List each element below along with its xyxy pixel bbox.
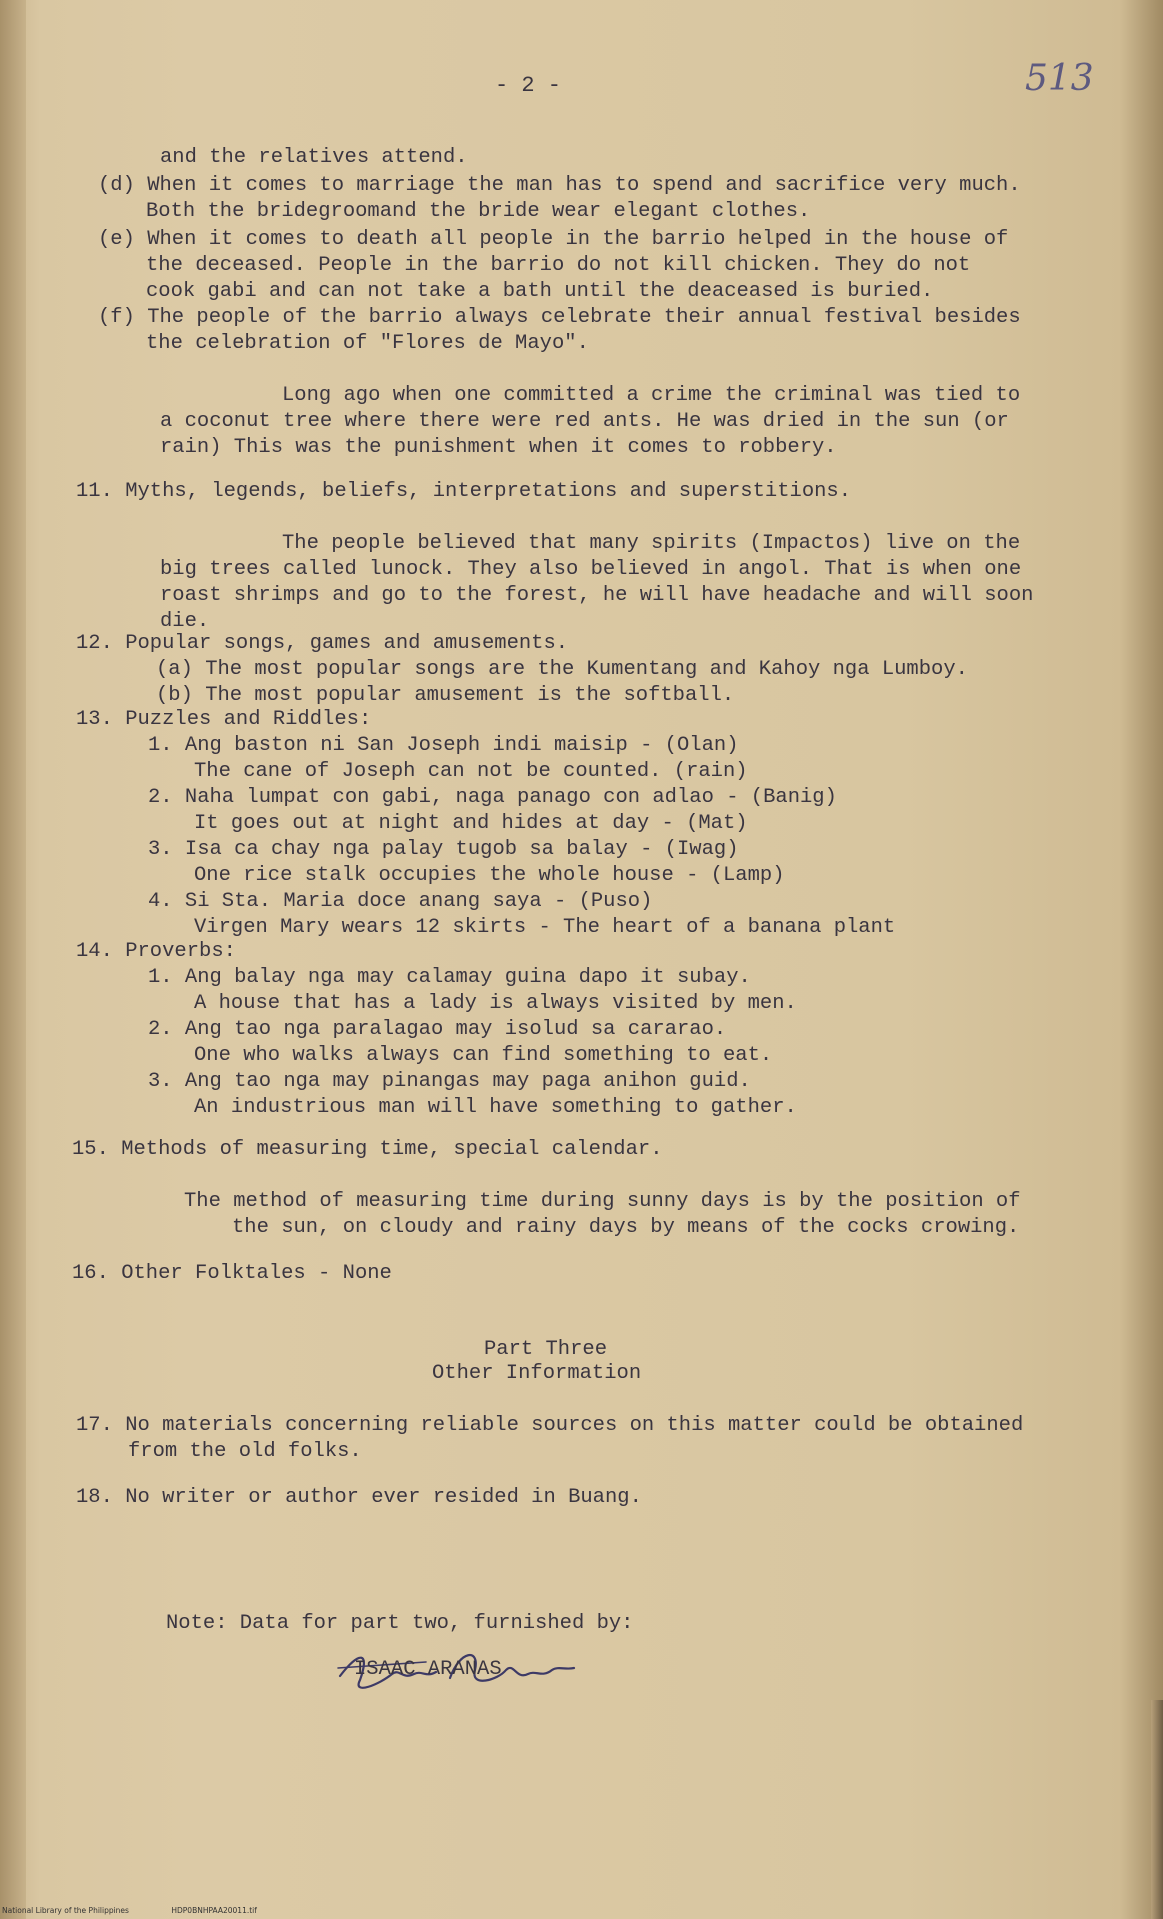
text-line: roast shrimps and go to the forest, he will have headache and will soon: [160, 584, 1034, 607]
text-line: (b) The most popular amusement is the softball.: [156, 684, 735, 707]
text-line: The people believed that many spirits (Impactos) live on the: [282, 532, 1021, 555]
text-line: 3. Isa ca chay nga palay tugob sa balay - (Iwag): [148, 838, 739, 861]
part-subtitle: Other Information: [432, 1362, 642, 1385]
section-heading: 13. Puzzles and Riddles:: [76, 708, 372, 731]
text-line: die.: [160, 610, 210, 633]
footer-filename: HDP0BNHPAA20011.tif: [171, 1906, 257, 1915]
text-line: Virgen Mary wears 12 skirts - The heart of a banana plant: [194, 916, 896, 939]
text-line: One rice stalk occupies the whole house - (Lamp): [194, 864, 785, 887]
text-line: 1. Ang balay nga may calamay guina dapo it subay.: [148, 966, 751, 989]
text-line: and the relatives attend.: [160, 146, 468, 169]
text-line: the celebration of "Flores de Mayo".: [146, 332, 589, 355]
text-line: Both the bridegroomand the bride wear elegant clothes.: [146, 200, 811, 223]
section-heading: 14. Proverbs:: [76, 940, 236, 963]
text-line: 17. No materials concerning reliable sources on this matter could be obtained: [76, 1414, 1024, 1437]
text-line: An industrious man will have something to gather.: [194, 1096, 797, 1119]
text-line: big trees called lunock. They also believed in angol. That is when one: [160, 558, 1022, 581]
binding-edge: [0, 0, 26, 1919]
stamp-number: 513: [1025, 58, 1094, 99]
text-line: the sun, on cloudy and rainy days by means of the cocks crowing.: [232, 1216, 1020, 1239]
text-line: (f) The people of the barrio always celebrate their annual festival besides: [98, 306, 1021, 329]
footer-library: National Library of the Philippines: [2, 1906, 129, 1915]
text-line: a coconut tree where there were red ants. He was dried in the sun (or: [160, 410, 1009, 433]
text-line: 2. Ang tao nga paralagao may isolud sa cararao.: [148, 1018, 727, 1041]
text-line: 1. Ang baston ni San Joseph indi maisip - (Olan): [148, 734, 739, 757]
page-edge-shadow: [1151, 1700, 1163, 1919]
section-heading: 12. Popular songs, games and amusements.: [76, 632, 569, 655]
page-number: - 2 -: [495, 73, 562, 98]
text-line: 3. Ang tao nga may pinangas may paga anihon guid.: [148, 1070, 751, 1093]
section-heading: 11. Myths, legends, beliefs, interpretations and superstitions.: [76, 480, 852, 503]
text-line: rain) This was the punishment when it comes to robbery.: [160, 436, 837, 459]
text-line: (d) When it comes to marriage the man has to spend and sacrifice very much.: [98, 174, 1021, 197]
text-line: The cane of Joseph can not be counted. (rain): [194, 760, 748, 783]
text-line: cook gabi and can not take a bath until the deaceased is buried.: [146, 280, 934, 303]
text-line: 4. Si Sta. Maria doce anang saya - (Puso): [148, 890, 653, 913]
scan-footer: [2, 1906, 297, 1915]
section-heading: 16. Other Folktales - None: [72, 1262, 392, 1285]
text-line: from the old folks.: [128, 1440, 362, 1463]
text-line: It goes out at night and hides at day - (Mat): [194, 812, 748, 835]
signatory-name: ISAAC ARANAS: [354, 1658, 502, 1681]
text-line: 18. No writer or author ever resided in Buang.: [76, 1486, 642, 1509]
text-line: (a) The most popular songs are the Kumentang and Kahoy nga Lumboy.: [156, 658, 968, 681]
part-title: Part Three: [484, 1338, 608, 1361]
text-line: A house that has a lady is always visited by men.: [194, 992, 797, 1015]
text-line: Long ago when one committed a crime the criminal was tied to: [282, 384, 1021, 407]
text-line: 2. Naha lumpat con gabi, naga panago con adlao - (Banig): [148, 786, 837, 809]
text-line: the deceased. People in the barrio do not kill chicken. They do not: [146, 254, 971, 277]
text-line: The method of measuring time during sunny days is by the position of: [184, 1190, 1021, 1213]
text-line: One who walks always can find something to eat.: [194, 1044, 773, 1067]
section-heading: 15. Methods of measuring time, special calendar.: [72, 1138, 663, 1161]
note-line: Note: Data for part two, furnished by:: [166, 1612, 634, 1635]
text-line: (e) When it comes to death all people in the barrio helped in the house of: [98, 228, 1009, 251]
